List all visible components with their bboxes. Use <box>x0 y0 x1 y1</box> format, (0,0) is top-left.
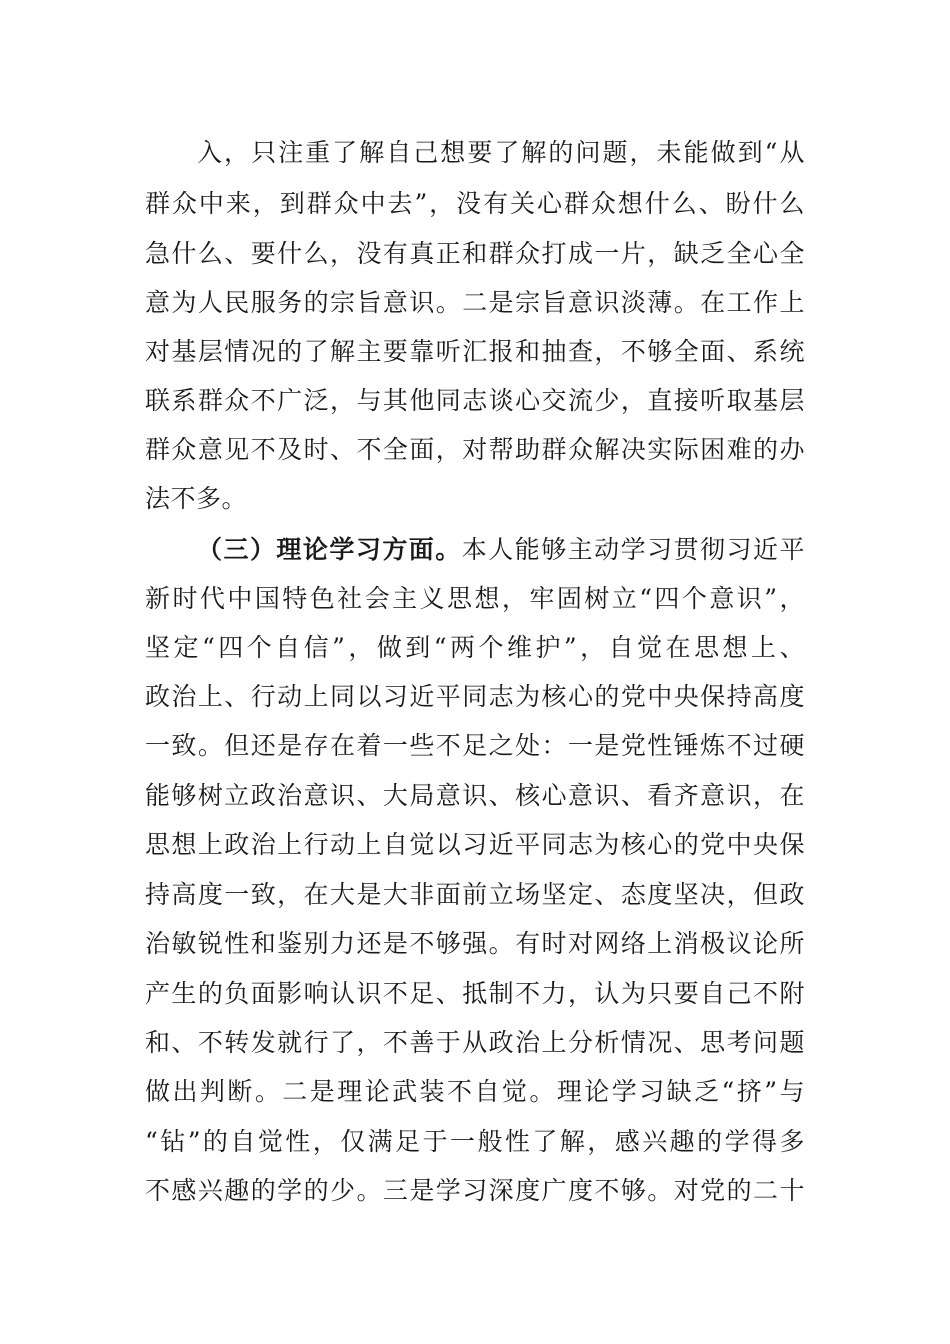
paragraph-line: 新时代中国特色社会主义思想，牢固树立“四个意识”， <box>145 584 805 613</box>
paragraph-line: 入，只注重了解自己想要了解的问题，未能做到“从 <box>197 138 805 167</box>
paragraph-line: 政治上、行动上同以习近平同志为核心的党中央保持高度 <box>145 682 805 711</box>
paragraph-line: 法不多。 <box>145 484 248 513</box>
paragraph-line: 联系群众不广泛，与其他同志谈心交流少，直接听取基层 <box>145 386 805 415</box>
paragraph-line: 对基层情况的了解主要靠听汇报和抽查，不够全面、系统 <box>145 337 805 366</box>
section-heading-line <box>197 524 805 576</box>
paragraph-line: 持高度一致，在大是大非面前立场坚定、态度坚决，但政 <box>145 880 805 909</box>
paragraph-line: 思想上政治上行动上自觉以习近平同志为核心的党中央保 <box>145 830 805 859</box>
paragraph-line: 坚定“四个自信”，做到“两个维护”，自觉在思想上、 <box>145 633 805 662</box>
paragraph-line: 和、不转发就行了，不善于从政治上分析情况、思考问题 <box>145 1028 805 1057</box>
paragraph-line: 群众意见不及时、不全面，对帮助群众解决实际困难的办 <box>145 435 805 464</box>
paragraph-line: 群众中来，到群众中去”，没有关心群众想什么、盼什么 <box>145 189 805 218</box>
paragraph-line: 一致。但还是存在着一些不足之处：一是党性锤炼不过硬 <box>145 731 805 760</box>
paragraph-line: 产生的负面影响认识不足、抵制不力，认为只要自己不附 <box>145 979 805 1008</box>
paragraph-line: 急什么、要什么，没有真正和群众打成一片，缺乏全心全 <box>145 239 805 268</box>
paragraph-line: 不感兴趣的学的少。三是学习深度广度不够。对党的二十 <box>145 1176 805 1205</box>
paragraph-line: 意为人民服务的宗旨意识。二是宗旨意识淡薄。在工作上 <box>145 288 805 317</box>
section-heading: （三）理论学习方面。 <box>197 535 462 564</box>
paragraph-line: “钻”的自觉性，仅满足于一般性了解，感兴趣的学得多 <box>145 1127 805 1156</box>
section-heading-rest: 本人能够主动学习贯彻习近平 <box>461 535 805 564</box>
paragraph-line: 治敏锐性和鉴别力还是不够强。有时对网络上消极议论所 <box>145 929 805 958</box>
paragraph-line: 能够树立政治意识、大局意识、核心意识、看齐意识，在 <box>145 781 805 810</box>
paragraph-line: 做出判断。二是理论武装不自觉。理论学习缺乏“挤”与 <box>145 1077 805 1106</box>
